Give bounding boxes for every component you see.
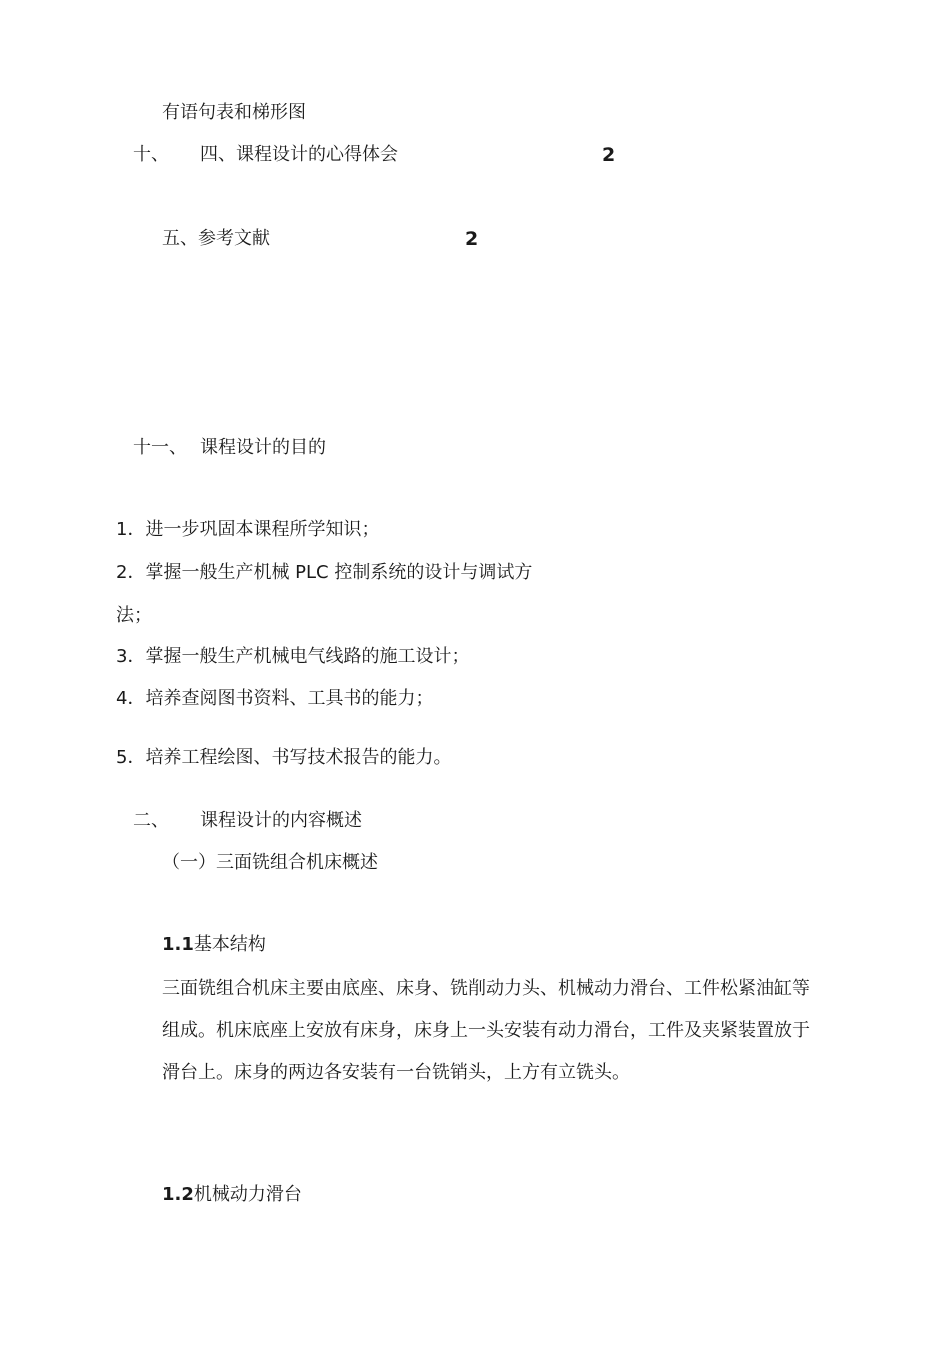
subsection-1-1 [162, 933, 266, 957]
toc-item-page: 2 [602, 144, 616, 166]
toc-line: 有语句表和梯形图 [162, 102, 306, 123]
subsection-title: 机械动力滑台 [193, 1184, 302, 1205]
list-item: 1．进一步巩固本课程所学知识； [116, 519, 380, 540]
toc-item-title: 四、课程设计的心得体会 [200, 144, 398, 165]
subsection-number: 1.2 [162, 1184, 194, 1205]
section-prefix: 十一、 [133, 437, 187, 458]
list-item: 4．培养查阅图书资料、工具书的能力； [116, 688, 434, 709]
section-heading: 课程设计的内容概述 [200, 810, 362, 831]
list-item: 5．培养工程绘图、书写技术报告的能力。 [116, 747, 452, 768]
toc-item-page: 2 [465, 228, 479, 250]
subsection-number: 1.1 [162, 934, 194, 955]
list-item-continuation: 法； [116, 605, 152, 626]
toc-item-prefix: 十、 [133, 144, 169, 165]
list-item: 2．掌握一般生产机械 PLC 控制系统的设计与调试方 [116, 562, 533, 583]
section-prefix: 二、 [133, 810, 169, 831]
list-item: 3．掌握一般生产机械电气线路的施工设计； [116, 646, 470, 667]
subsection-1-2 [162, 1183, 302, 1207]
toc-item-title: 五、参考文献 [162, 228, 270, 249]
section-heading: 课程设计的目的 [200, 437, 326, 458]
subsection-title: 基本结构 [193, 934, 266, 955]
paragraph-line: 三面铣组合机床主要由底座、床身、铣削动力头、机械动力滑台、工件松紧油缸等 [162, 978, 810, 999]
paragraph-line: 滑台上。床身的两边各安装有一台铣销头，上方有立铣头。 [162, 1062, 630, 1083]
paragraph-line: 组成。机床底座上安放有床身，床身上一头安装有动力滑台，工件及夹紧装置放于 [162, 1020, 810, 1041]
subsection-heading: （一）三面铣组合机床概述 [162, 852, 378, 873]
